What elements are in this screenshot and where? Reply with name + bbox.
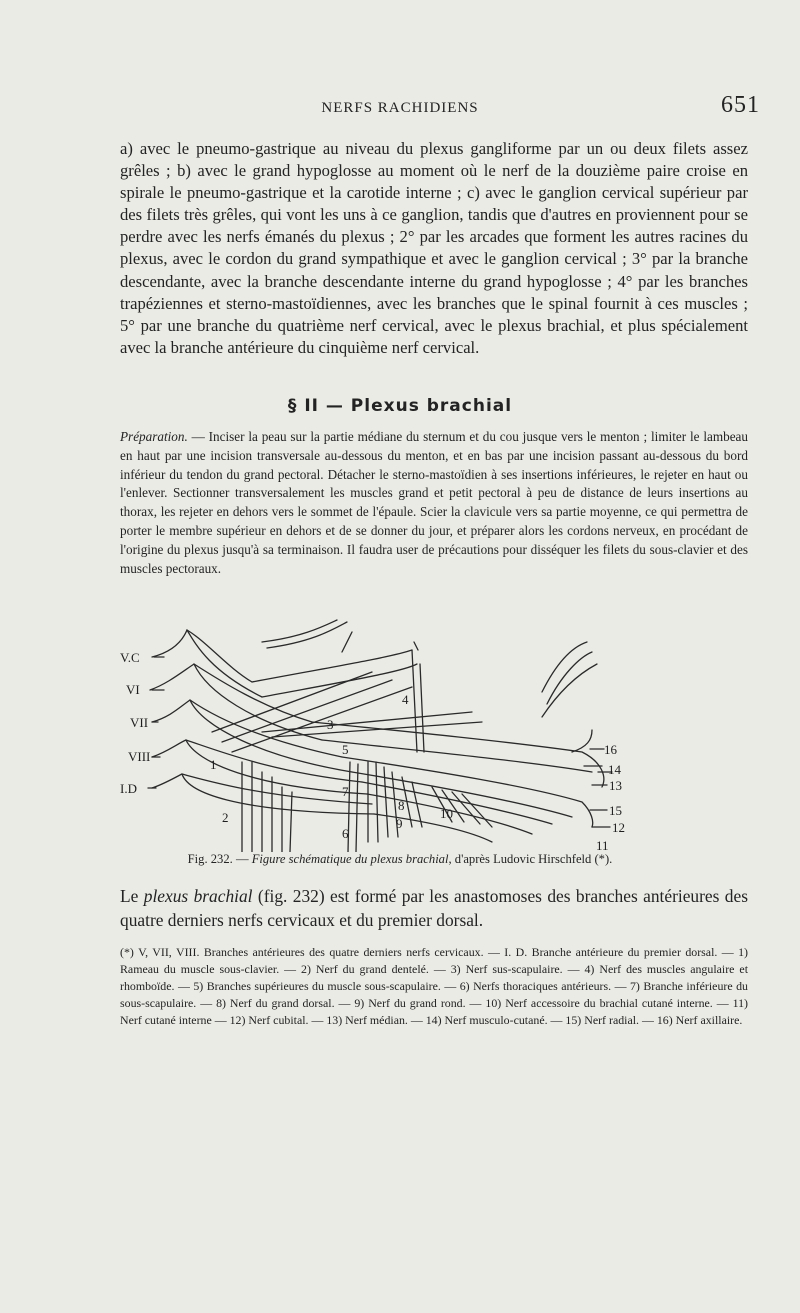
fig-label-14: 14: [608, 762, 621, 777]
brachial-plexus-figure: [112, 612, 752, 852]
intro-italic: plexus brachial: [143, 886, 253, 906]
fig-label-1: 1: [210, 757, 217, 772]
preparation-lead: Préparation.: [120, 429, 188, 444]
intro-text-a: Le: [120, 886, 144, 906]
fig-label-6: 6: [342, 826, 349, 841]
paragraph-anastomoses: a) avec le pneumo-gastrique au niveau du plexus gangliforme par un ou deux filets assez grêles ; b) avec le grand hypoglosse au moment où le nerf de la douzième paire croise en spirale le pneumo-gastrique et la carotide interne ; c) avec le ganglion cervical supérieur par des filets très grêles, qui vont les uns à ce ganglion, tandis que d'autres en proviennent pour se perdre avec les nerfs émanés du plexus ; 2° par les arcades que forment les autres racines du plexus, avec le cordon du grand sympathique et avec le ganglion cervical ; 3° par la branche descendante, avec la branche descendante interne du grand hypoglosse ; 4° par les branches trapéziennes et sterno-mastoïdiennes, avec les branches que le spinal fournit à ces muscles ; 5° par une branche du quatrième nerf cervical, avec le plexus brachial, et plus spécialement avec la branche antérieure du cinquième nerf cervical.: [120, 139, 748, 357]
brachial-plexus-drawing: [112, 612, 752, 852]
caption-source: , d'après Ludovic Hirschfeld (*).: [448, 852, 613, 866]
fig-label-16: 16: [604, 742, 617, 757]
figure-caption: [0, 852, 800, 867]
fig-label-vc: V.C: [120, 650, 140, 665]
paragraph-preparation: [120, 428, 748, 578]
root-vc: [152, 630, 252, 682]
running-head: [0, 92, 800, 122]
fig-label-12: 12: [612, 820, 625, 835]
fig-label-8: 8: [398, 798, 405, 813]
caption-title: Figure schématique du plexus brachial: [251, 852, 449, 866]
fig-label-id: I.D: [120, 781, 137, 796]
preparation-text: — Inciser la peau sur la partie médiane du sternum et du cou jusque vers le menton ; limiter le lambeau en haut par une incision transversale au-dessous du menton, et en bas par une incision passant au-dessous du bord inférieur du tendon du grand pectoral. Détacher le sterno-mastoïdien à ses insertions inférieures, le rejeter en haut ou l'enlever. Sectionner transversalement les muscles grand et petit pectoral à peu de distance de leurs insertions au thorax, les rejeter en dehors vers le sommet de l'épaule. Scier la clavicule vers sa partie moyenne, ce qui permettra de porter le membre supérieur en dehors et de se donner du jour, et préparer alors les cordons nerveux, en procédant de l'origine du plexus jusqu'à sa terminaison. Il faudra user de précautions pour disséquer les filets du sous-clavier et des muscles pectoraux.: [120, 429, 748, 576]
fig-label-10: 10: [440, 806, 453, 821]
fig-label-4: 4: [402, 692, 409, 707]
fig-label-3: 3: [327, 717, 334, 732]
fig-label-2: 2: [222, 810, 229, 825]
fig-label-11: 11: [596, 838, 609, 853]
caption-fig-number: Fig. 232. —: [187, 852, 252, 866]
fig-label-15: 15: [609, 803, 622, 818]
root-vi: [150, 664, 312, 722]
fig-label-vii: VII: [130, 715, 149, 730]
paragraph-plexus-intro: [120, 884, 748, 932]
fig-label-viii: VIII: [128, 749, 151, 764]
fig-label-13: 13: [609, 778, 622, 793]
fig-label-vi: VI: [126, 682, 140, 697]
footnote: (*) V, VII, VIII. Branches antérieures des quatre derniers nerfs cervicaux. — I. D. Branche antérieure du premier dorsal. — 1) Rameau du muscle sous-clavier. — 2) Nerf du grand dentelé. — 3) Nerf sus-scapulaire. — 4) Nerf des muscles angulaire et rhomboïde. — 5) Branches supérieures du muscle sous-scapulaire. — 6) Nerfs thoraciques antérieurs. — 7) Branche inférieure du sous-scapulaire. — 8) Nerf du grand dorsal. — 9) Nerf du grand rond. — 10) Nerf accessoire du brachial cutané interne. — 11) Nerf cutané interne — 12) Nerf cubital. — 13) Nerf médian. — 14) Nerf musculo-cutané. — 15) Nerf radial. — 16) Nerf axillaire.: [120, 945, 748, 1027]
fig-label-7: 7: [342, 784, 349, 799]
intro-text-b: (fig. 232) est formé par les anastomoses des branches antérieures des quatre derniers nerfs cervicaux et du premier dorsal.: [120, 886, 748, 930]
fig-label-9: 9: [396, 816, 403, 831]
running-title: NERFS RACHIDIENS: [321, 100, 479, 116]
page-number: 651: [721, 92, 760, 118]
fig-label-5: 5: [342, 742, 349, 757]
section-title: § II — Plexus brachial: [287, 396, 513, 416]
